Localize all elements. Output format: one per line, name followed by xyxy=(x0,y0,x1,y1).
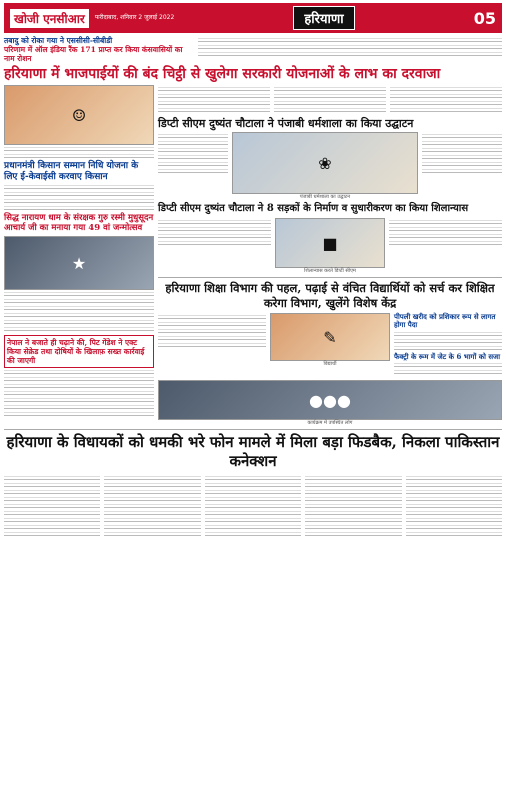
stone-icon: ■ xyxy=(322,233,338,253)
left-column xyxy=(4,85,154,426)
ribbon-icon: ❀ xyxy=(318,153,332,173)
masthead xyxy=(4,3,502,33)
main-headline: हरियाणा में भाजपाईयों की बंद चिट्ठी से खुलेगा सरकारी योजनाओं के लाभ का दरवाजा xyxy=(4,66,441,82)
section-title: हरियाणा xyxy=(293,6,354,30)
story1-headline: डिप्टी सीएम दुष्यंत चौटाला ने पंजाबी धर्मशाला का किया उद्घाटन xyxy=(158,117,414,131)
person-photo-icon: ☺ xyxy=(71,105,87,125)
top-left-story xyxy=(4,36,194,62)
story4-headline: हरियाणा के विधायकों को धमकी भरे फोन मामले में मिला बड़ा फिडबैक, निकला पाकिस्तान कनेक्शन xyxy=(6,433,500,470)
page-number: 05 xyxy=(473,8,496,28)
top-left-headline: परिणाम में ऑल इंडिया रैंक 171 प्राप्त कर किया कंसवासियों का नाम रोशन xyxy=(4,45,183,63)
right-headline-2: फैक्ट्री के रूम में जेट के 6 भागों को सजा xyxy=(394,351,501,361)
caption-2: शिलान्यास करते डिप्टी सीएम xyxy=(304,268,356,275)
top-left-kicker: तबादु को रोका गया ने एससीसी-सीबीडी xyxy=(4,36,113,45)
school-icon: ✎ xyxy=(323,327,337,347)
photo-event xyxy=(4,236,154,290)
right-headline-1: पीपली खरीद को प्रशिकार रूप से लागत होगा पैदा xyxy=(394,312,496,330)
photo-person xyxy=(4,85,154,145)
issue-meta: फरीदाबाद, शनिवार 2 जुलाई 2022 xyxy=(94,14,175,22)
left-bottom-headline: नेपाल ने बजाते ही चढ़ाने की, पिट गेंडेश ने एक्ट किया सेक्रेड तथा दोषियों के खिलाफ़ सख्त कार्रवाई की जाएगी xyxy=(7,338,145,366)
caption-1: पंजाबी धर्मशाला का उद्घाटन xyxy=(299,194,351,201)
left-low-headline: सिद्ध नारायण धाम के संरक्षक गुरु रस्मी मुधुसूदन आचार्य जी का मनाया गया 49 वां जन्मोत्सव xyxy=(4,212,154,233)
story2-headline: डिप्टी सीएम दुष्यंत चौटाला ने 8 सड़कों के निर्माण व सुधारीकरण का किया शिलान्यास xyxy=(158,203,469,215)
photo-foundation xyxy=(275,218,385,268)
caption-3: विद्यार्थी xyxy=(323,361,337,368)
left-mid-headline: प्रधानमंत्री किसान सम्मान निधि योजना के लिए ई-केवाईसी करवाए किसान xyxy=(4,161,139,182)
caption-4: कार्यक्रम में उपस्थित लोग xyxy=(307,420,353,427)
story3-headline: हरियाणा शिक्षा विभाग की पहल, पढ़ाई से वंचित विद्यार्थियों को सर्च कर शिक्षित करेगा विभाग, खुलेंगे विशेष केंद्र xyxy=(165,281,495,310)
photo-crowd xyxy=(158,380,502,420)
paper-name: खोजी एनसीआर xyxy=(10,9,89,28)
photo-inauguration xyxy=(232,132,418,194)
crowd-icon: ●●● xyxy=(309,390,351,410)
group-photo-icon: ★ xyxy=(71,253,87,273)
photo-school xyxy=(270,313,390,361)
